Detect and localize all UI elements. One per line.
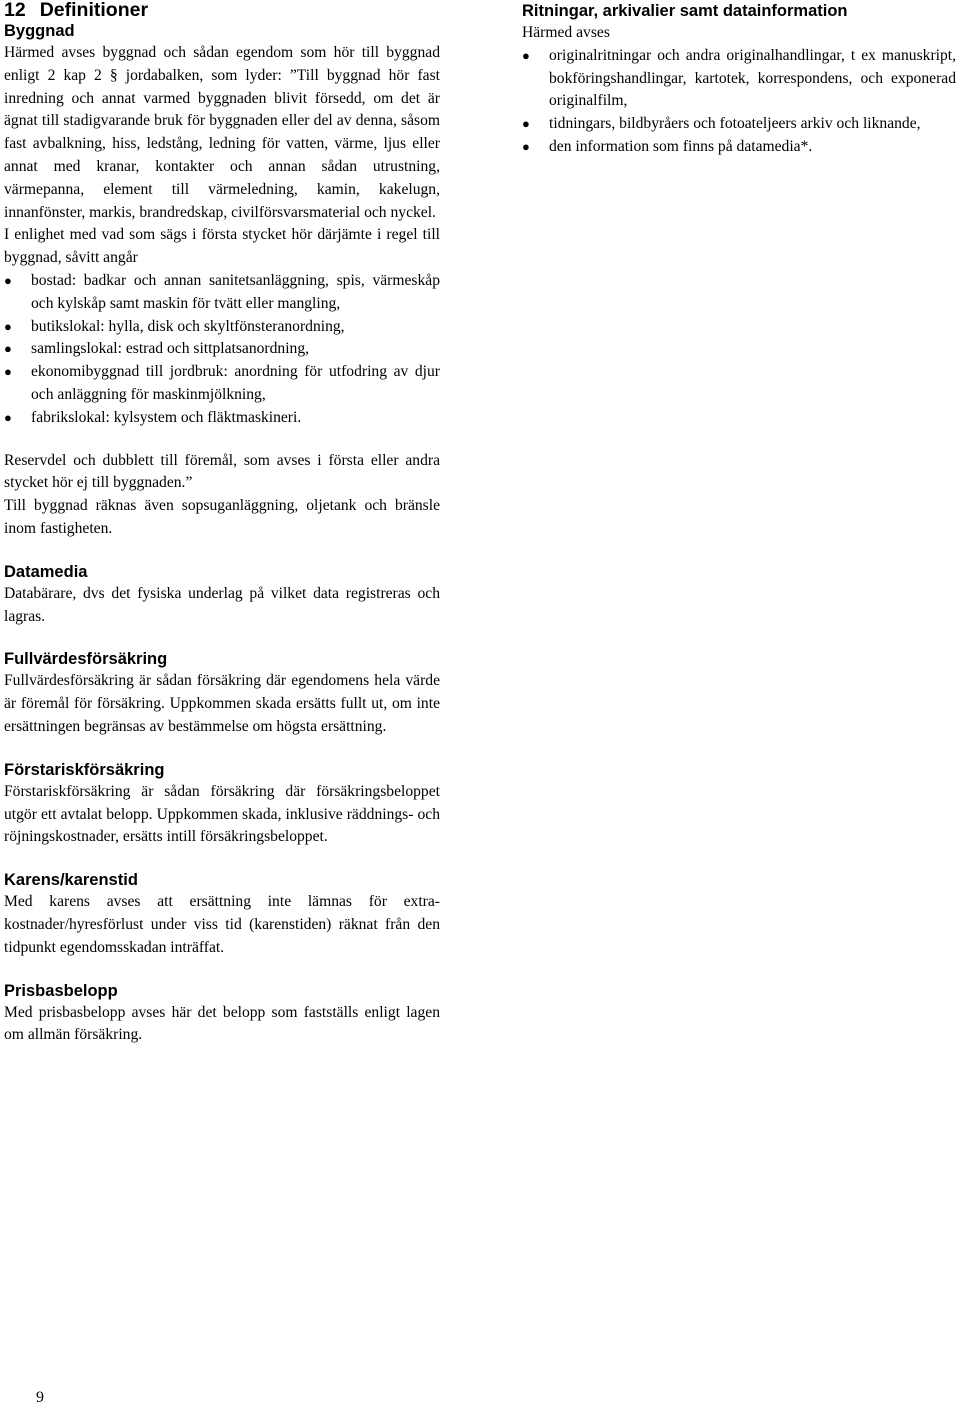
chapter-heading [4, 0, 440, 20]
list-item-text: butikslokal: hylla, disk och skyltfönsteranordning, [31, 317, 345, 335]
section-heading-forstariskforsakring: Förstariskförsäkring [4, 760, 165, 779]
forstariskforsakring-text: Förstariskförsäkring är sådan försäkring där försäkringsbeloppet utgör ett avtalat belopp. Uppkommen skada, inklusive räddnings- och röjningskostnader, ersätts intill försäkringsbeloppet. [4, 782, 440, 846]
list-item-text: samlingslokal: estrad och sittplatsanordning, [31, 340, 310, 358]
chapter-number: 12 [4, 0, 26, 21]
bullet-icon: ● [4, 409, 12, 425]
list-item [4, 361, 440, 407]
section-heading-ritningar: Ritningar, arkivalier samt datainformation [522, 2, 848, 20]
spacer [4, 628, 440, 648]
datamedia-text: Databärare, dvs det fysiska underlag på vilket data registreras och lagras. [4, 584, 440, 625]
ritningar-intro: Härmed avses [522, 24, 610, 41]
byggnad-list [4, 270, 440, 430]
bullet-icon: ● [4, 364, 12, 380]
fullvardesforsakring-text: Fullvärdesförsäkring är sådan försäkring där egendomens hela värde är föremål för försäkring. Uppkommen skada ersätts fullt ut, om inte ersättningen begränsas av bestämmelse om högsta ersättning. [4, 672, 440, 735]
list-item [4, 270, 440, 316]
spacer [4, 849, 440, 869]
bullet-icon: ● [522, 116, 530, 132]
spacer [4, 960, 440, 980]
bullet-icon: ● [4, 272, 12, 288]
karens-text: Med karens avses att ersättning inte lämnas för extrakostnader/hyresförlust under viss tid (karenstiden) räknat från den tidpunkt egendomsskadan inträffat. [4, 893, 440, 956]
bullet-icon: ● [4, 341, 12, 357]
byggnad-paragraph-1: Härmed avses byggnad och sådan egendom som hör till byggnad enligt 2 kap 2 § jordabalken, som lyder: ”Till byggnad hör fast inredning och annat varmed byggnaden blivit försedd, om det är ägnat till stadigvarande bruk för byggnaden eller del av denna, såsom fast avbalkning, hiss, ledstång, ledning för vatten, värme, ljus eller annat med kranar, kontakter och annan sådan utrustning, värmepanna, element till värmeledning, kamin, kakelugn, innanfönster, markis, brandredskap, civilförsvarsmaterial och nyckel. [4, 44, 440, 221]
list-item [522, 113, 956, 136]
section-heading-fullvardesforsakring: Fullvärdesförsäkring [4, 650, 168, 669]
spacer [4, 430, 440, 450]
chapter-title: Definitioner [39, 0, 149, 21]
bullet-icon: ● [522, 47, 530, 63]
byggnad-paragraph-2: I enlighet med vad som sägs i första stycket hör därjämte i regel till byggnad, såvitt angår [4, 226, 440, 267]
list-item-text: originalritningar och andra originalhandlingar, t ex manuskript, bokföringshandlingar, kartotek, korrespondens, och exponerad originalfilm, [549, 46, 956, 110]
byggnad-paragraph-4: Till byggnad räknas även sopsuganläggning, oljetank och bränsle inom fastigheten. [4, 497, 440, 537]
section-heading-datamedia: Datamedia [4, 562, 88, 581]
list-item [522, 136, 956, 159]
page-number: 9 [36, 1389, 44, 1406]
list-item-text: den information som finns på datamedia*. [549, 137, 813, 155]
section-heading-byggnad: Byggnad [4, 22, 75, 40]
prisbasbelopp-text: Med prisbasbelopp avses här det belopp som fastställs enligt lagen om allmän försäkring. [4, 1003, 440, 1044]
section-heading-karens: Karens/karenstid [4, 871, 138, 890]
list-item-text: tidningars, bildbyråers och fotoateljeers arkiv och liknande, [549, 115, 921, 133]
right-column [522, 0, 956, 159]
list-item-text: bostad: badkar och annan sanitetsanläggning, spis, värmeskåp och kylskåp samt maskin för tvätt eller mangling, [31, 271, 440, 312]
ritningar-list [522, 45, 956, 159]
list-item [4, 407, 440, 430]
bullet-icon: ● [4, 318, 12, 334]
list-item-text: fabrikslokal: kylsystem och fläktmaskineri. [31, 408, 302, 426]
list-item [4, 316, 440, 339]
spacer [4, 739, 440, 759]
spacer [4, 541, 440, 561]
list-item [522, 45, 956, 113]
list-item [4, 338, 440, 361]
left-column [4, 0, 440, 1047]
bullet-icon: ● [522, 138, 530, 154]
byggnad-paragraph-3: Reservdel och dubblett till föremål, som avses i första eller andra stycket hör ej till byggnaden.” [4, 451, 440, 492]
list-item-text: ekonomibyggnad till jordbruk: anordning för utfodring av djur och anläggning för maskinmjölkning, [31, 363, 440, 403]
section-heading-prisbasbelopp: Prisbasbelopp [4, 981, 118, 1000]
